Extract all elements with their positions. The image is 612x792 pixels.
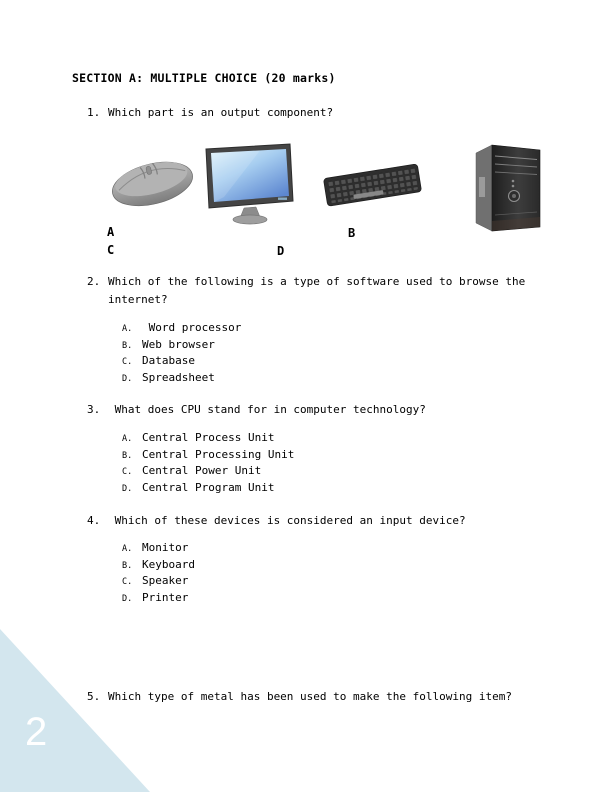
option-letter: D.	[122, 373, 133, 384]
keyboard-icon	[322, 162, 424, 208]
corner-decoration-triangle	[0, 629, 150, 792]
option-letter: A.	[122, 434, 133, 444]
question-4-options	[122, 541, 195, 607]
option-row	[122, 541, 195, 558]
option-letter: A.	[122, 544, 133, 554]
option-letter: B.	[122, 560, 133, 571]
page-number: 2	[25, 710, 48, 754]
question-3	[87, 401, 426, 419]
question-1-text: Which part is an output component?	[108, 106, 334, 119]
question-4	[87, 512, 466, 530]
option-row	[122, 431, 294, 448]
tower-icon	[468, 141, 548, 235]
option-letter: D.	[122, 593, 133, 604]
option-letter: C.	[122, 467, 133, 478]
question-5-text: Which type of metal has been used to make the following item?	[108, 690, 512, 703]
question-5	[87, 688, 512, 706]
option-text: Word processor	[142, 321, 242, 334]
figure-label-d: D	[277, 244, 285, 258]
figure-label-c: C	[107, 243, 115, 257]
option-text: Monitor	[142, 541, 189, 554]
option-text: Central Program Unit	[142, 480, 275, 494]
option-letter: C.	[122, 577, 133, 588]
option-text: Speaker	[142, 574, 189, 588]
option-row	[122, 338, 241, 355]
option-letter: A.	[122, 324, 133, 334]
option-row	[122, 448, 294, 465]
question-1-number: 1.	[87, 106, 101, 119]
option-text: Central Process Unit	[142, 431, 275, 444]
option-text: Central Power Unit	[142, 464, 262, 478]
question-3-options	[122, 431, 294, 497]
option-text: Keyboard	[142, 557, 195, 571]
option-letter: D.	[122, 483, 133, 494]
option-row	[122, 321, 241, 338]
option-letter: B.	[122, 450, 133, 461]
mouse-icon	[104, 152, 200, 210]
option-text: Central Processing Unit	[142, 447, 295, 461]
question-1	[87, 104, 333, 122]
question-4-number: 4.	[87, 514, 101, 527]
figure-label-a: A	[107, 225, 115, 239]
option-text: Printer	[142, 590, 189, 604]
option-row	[122, 558, 195, 575]
section-title: SECTION A: MULTIPLE CHOICE (20 marks)	[72, 71, 336, 85]
option-letter: C.	[122, 357, 133, 368]
option-letter: B.	[122, 340, 133, 351]
option-row	[122, 354, 241, 371]
option-text: Spreadsheet	[142, 370, 215, 384]
question-5-number: 5.	[87, 690, 101, 703]
option-row	[122, 574, 195, 591]
question-2-options	[122, 321, 241, 387]
option-row	[122, 481, 294, 498]
question-3-number: 3.	[87, 403, 101, 416]
question-2-number: 2.	[87, 275, 101, 288]
option-row	[122, 464, 294, 481]
monitor-icon	[202, 141, 296, 225]
figure-label-b: B	[348, 226, 356, 240]
question-3-text: What does CPU stand for in computer technology?	[108, 403, 426, 416]
question-4-text: Which of these devices is considered an input device?	[108, 514, 466, 527]
option-row	[122, 591, 195, 608]
option-text: Database	[142, 354, 195, 368]
option-row	[122, 371, 241, 388]
question-2	[87, 273, 558, 309]
option-text: Web browser	[142, 337, 215, 351]
question-2-text: Which of the following is a type of software used to browse the internet?	[108, 275, 532, 306]
